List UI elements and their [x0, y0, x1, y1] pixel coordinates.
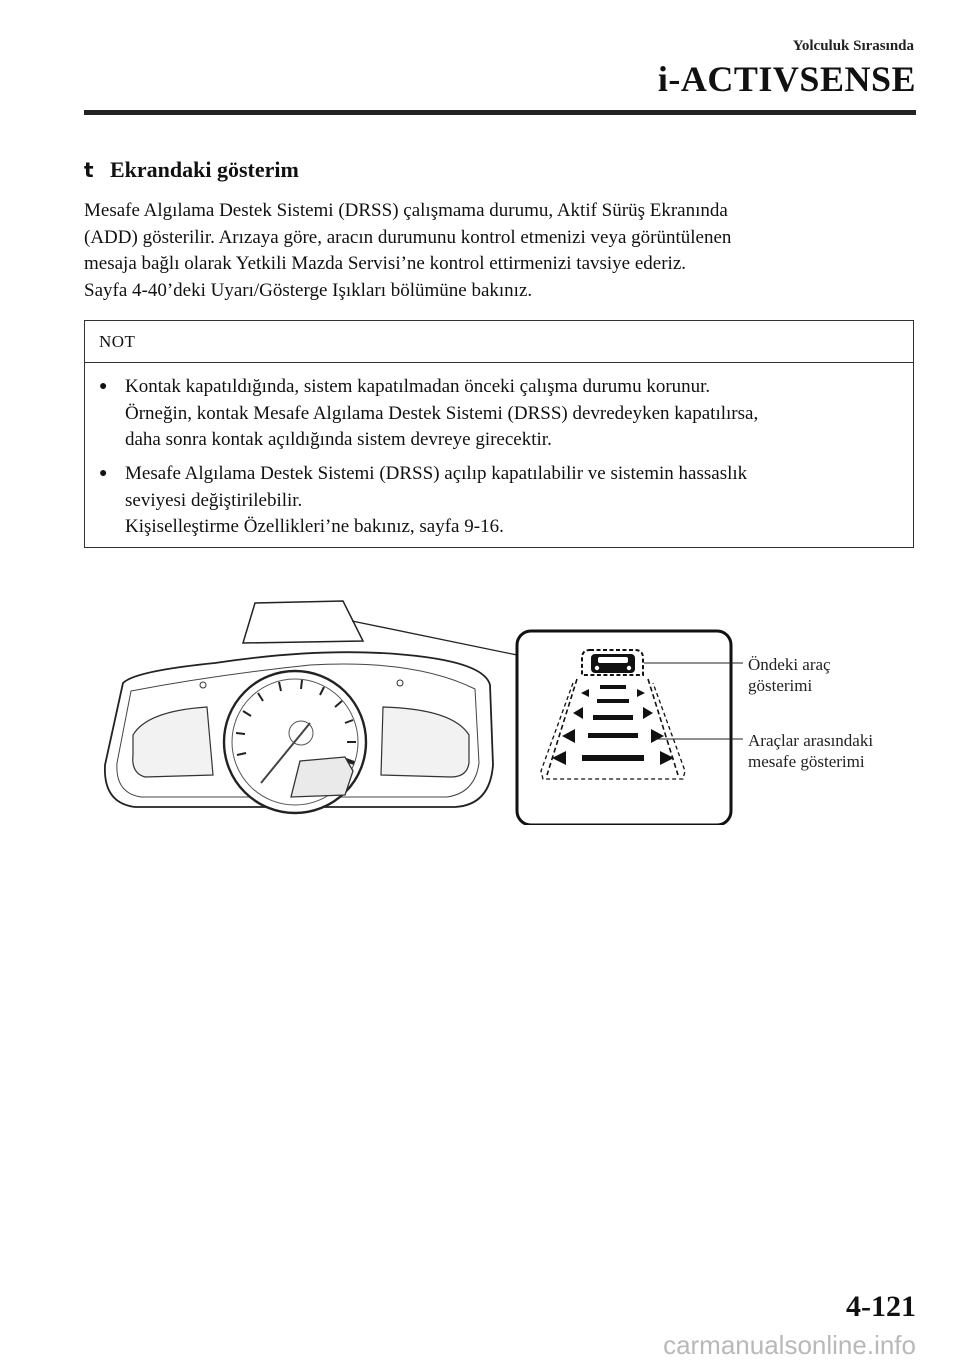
active-driving-display-panel	[243, 601, 363, 643]
note-line: Mesafe Algılama Destek Sistemi (DRSS) açılıp kapatılabilir ve sistemin hassaslık	[125, 463, 748, 484]
note-line: Kontak kapatıldığında, sistem kapatılmadan önceki çalışma durumu korunur.	[125, 376, 711, 397]
callout-line: gösterimi	[748, 676, 813, 695]
paragraph-line: Sayfa 4-40’deki Uyarı/Gösterge Işıkları bölümüne bakınız.	[84, 279, 533, 301]
bullet-icon: ●	[99, 379, 108, 394]
note-item	[99, 374, 758, 454]
header-section-label: Yolculuk Sırasında	[792, 38, 914, 54]
heading-marker: t	[84, 158, 94, 182]
note-item	[99, 461, 747, 541]
note-line: seviyesi değiştirilebilir.	[125, 489, 303, 511]
note-line: Örneğin, kontak Mesafe Algılama Destek Sistemi (DRSS) devredeyken kapatılırsa,	[125, 402, 759, 424]
body-paragraph	[84, 198, 904, 304]
callout-line: Öndeki araç	[748, 655, 831, 674]
note-line: Kişiselleştirme Özellikleri’ne bakınız, sayfa 9-16.	[125, 516, 504, 537]
paragraph-line: (ADD) gösterilir. Arızaya göre, aracın durumunu kontrol etmenizi veya görüntülenen	[84, 226, 732, 248]
note-title: NOT	[85, 321, 913, 363]
callout-line: Araçlar arasındaki	[748, 731, 874, 750]
note-line: daha sonra kontak açıldığında sistem devreye girecektir.	[125, 429, 552, 450]
instrument-cluster-figure	[95, 595, 905, 825]
callout-distance	[748, 730, 873, 772]
zoom-leader-line	[352, 621, 517, 655]
bullet-icon: ●	[99, 466, 108, 481]
note-box	[84, 320, 914, 548]
heading-text: Ekrandaki gösterim	[110, 157, 299, 182]
watermark: carmanualsonline.info	[663, 1330, 916, 1360]
header-rule	[84, 110, 916, 115]
header-title: i-ACTIVSENSE	[657, 59, 916, 99]
page-number: 4-121	[846, 1290, 916, 1323]
digital-speed-display	[291, 757, 353, 797]
callout-front-vehicle	[748, 654, 831, 696]
section-heading	[84, 157, 299, 183]
paragraph-line: mesaja bağlı olarak Yetkili Mazda Servisi’ne kontrol ettirmenizi tavsiye ederiz.	[84, 253, 687, 274]
callout-line: mesafe gösterimi	[748, 752, 865, 771]
paragraph-line: Mesafe Algılama Destek Sistemi (DRSS) çalışmama durumu, Aktif Sürüş Ekranında	[84, 200, 728, 221]
